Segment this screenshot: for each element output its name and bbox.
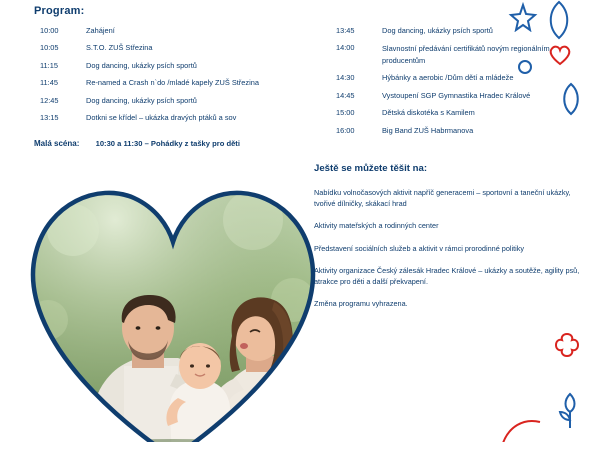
star-doodle bbox=[508, 2, 538, 32]
schedule-desc: S.T.O. ZUŠ Střezina bbox=[86, 43, 153, 53]
schedule-row bbox=[336, 73, 586, 83]
schedule-row bbox=[40, 113, 310, 123]
program-schedule-left bbox=[40, 26, 310, 131]
heart-doodle bbox=[548, 43, 572, 67]
schedule-row bbox=[40, 96, 310, 106]
info-item: Představení sociálních služeb a aktivit v rámci prorodinné politiky bbox=[314, 243, 525, 253]
program-title: Program: bbox=[34, 5, 85, 17]
schedule-time: 13:45 bbox=[336, 26, 355, 35]
small-stage-detail: 10:30 a 11:30 – Pohádky z tašky pro děti bbox=[95, 139, 240, 148]
info-item: Nabídku volnočasových aktivit napříč generacemi – sportovní a taneční ukázky, tvořivé dílničky, skákací hrad bbox=[314, 188, 571, 208]
leaf-doodle bbox=[560, 82, 582, 116]
info-list bbox=[314, 188, 580, 322]
schedule-time: 10:00 bbox=[40, 26, 59, 35]
schedule-desc: Vystoupení SGP Gymnastika Hradec Králové bbox=[382, 90, 531, 100]
schedule-desc: Dog dancing, ukázky psích sportů bbox=[86, 60, 197, 70]
family-photo-heart bbox=[28, 160, 318, 450]
schedule-time: 15:00 bbox=[336, 108, 355, 118]
schedule-desc: Big Band ZUŠ Habrmanova bbox=[382, 125, 474, 135]
schedule-row bbox=[336, 126, 586, 136]
schedule-row bbox=[40, 43, 310, 53]
schedule-time: 14:30 bbox=[336, 73, 355, 83]
schedule-desc: Hýbánky a aerobic /Dům dětí a mládeže bbox=[382, 73, 514, 83]
schedule-desc: Dotkni se křídel – ukázka dravých ptáků a sov bbox=[86, 113, 237, 123]
schedule-desc: Dog dancing, ukázky psích sportů bbox=[382, 26, 493, 35]
flower-doodle bbox=[556, 392, 584, 430]
small-stage-label: Malá scéna: bbox=[34, 139, 80, 148]
info-item: Změna programu vyhrazena. bbox=[314, 299, 408, 309]
schedule-row bbox=[40, 61, 310, 71]
schedule-time: 11:45 bbox=[40, 78, 58, 88]
schedule-desc: Dětská diskotéka s Kamilem bbox=[382, 108, 475, 118]
schedule-desc: Zahájení bbox=[86, 26, 115, 35]
small-stage-line bbox=[34, 139, 240, 148]
info-item: Aktivity organizace Český zálesák Hradec Králové – ukázky a soutěže, agility psů, atrakce pro děti a další překvapení. bbox=[314, 266, 580, 286]
schedule-row bbox=[336, 91, 586, 101]
schedule-desc: Re-named a Crash n`do /mladé kapely ZUŠ Střezina bbox=[86, 78, 259, 88]
schedule-time: 16:00 bbox=[336, 125, 355, 135]
schedule-row bbox=[40, 26, 310, 36]
schedule-time: 13:15 bbox=[40, 113, 59, 123]
schedule-time: 10:05 bbox=[40, 43, 59, 53]
schedule-desc: Dog dancing, ukázky psích sportů bbox=[86, 95, 197, 105]
schedule-row bbox=[336, 108, 586, 118]
dot-doodle bbox=[516, 58, 534, 76]
flower-doodle bbox=[552, 330, 582, 360]
info-title: Ještě se můžete těšit na: bbox=[314, 163, 428, 174]
bottom-spacer bbox=[0, 442, 600, 450]
leaf-doodle bbox=[546, 0, 572, 40]
info-item: Aktivity mateřských a rodinných center bbox=[314, 221, 439, 231]
schedule-desc: Slavnostní předávání certifikátů novým regionálním producentům bbox=[382, 44, 550, 65]
schedule-time: 11:15 bbox=[40, 60, 58, 70]
schedule-time: 12:45 bbox=[40, 95, 59, 105]
schedule-time: 14:45 bbox=[336, 90, 355, 100]
schedule-time: 14:00 bbox=[336, 43, 355, 53]
schedule-row bbox=[40, 78, 310, 88]
